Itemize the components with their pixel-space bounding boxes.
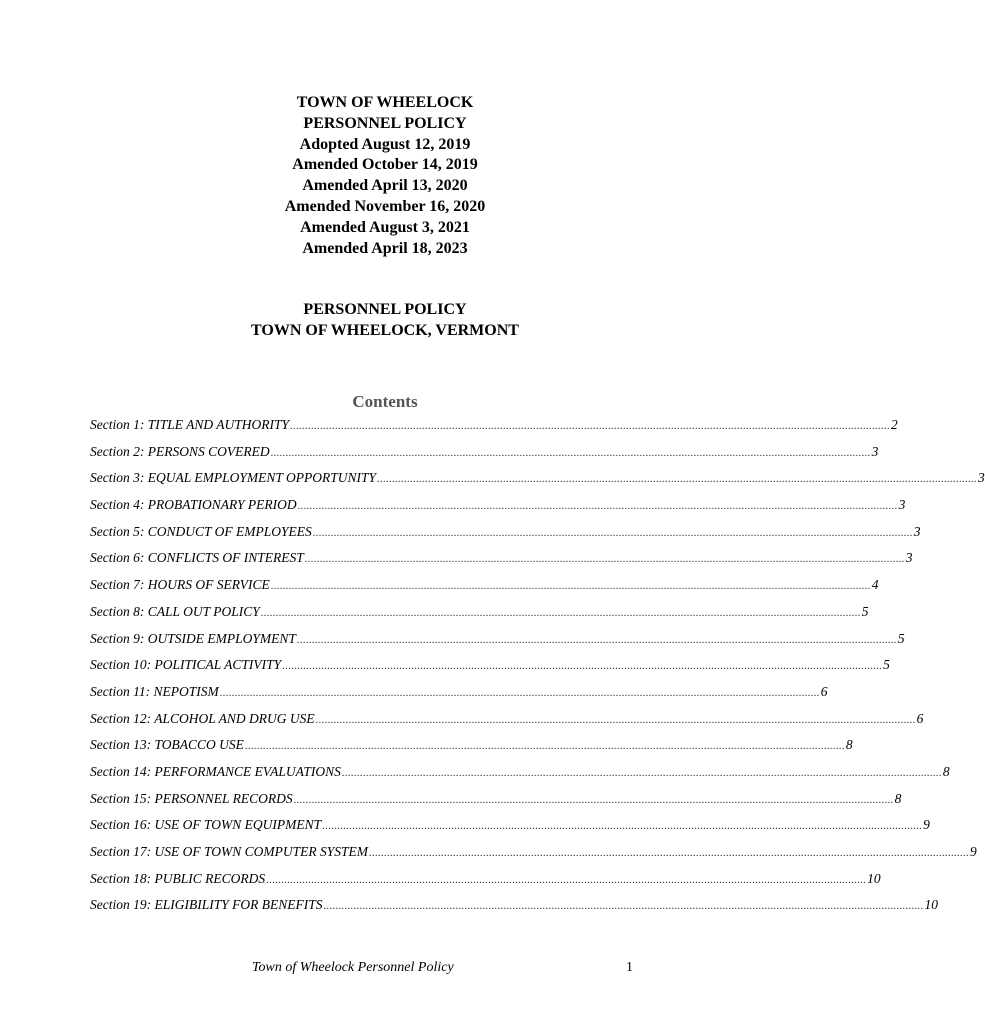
subtitle-line-1: PERSONNEL POLICY <box>303 301 467 318</box>
toc-entry[interactable] <box>90 815 930 842</box>
header-line: Amended October 14, 2019 <box>292 156 478 174</box>
toc-entry-page: 8 <box>894 790 902 806</box>
document-subtitle <box>0 299 770 341</box>
toc-entry-title: Section 12: ALCOHOL AND DRUG USE <box>90 710 315 726</box>
toc-entry-title: Section 6: CONFLICTS OF INTEREST <box>90 550 304 566</box>
toc-entry[interactable] <box>90 442 879 469</box>
toc-entry-title: Section 9: OUTSIDE EMPLOYMENT <box>90 630 296 646</box>
header-line: Amended August 3, 2021 <box>300 218 470 236</box>
toc-leader-dots: ........................................................................................................................................................................................................ <box>293 794 894 806</box>
toc-entry-title: Section 18: PUBLIC RECORDS <box>90 870 266 886</box>
toc-entry[interactable] <box>90 629 905 656</box>
toc-entry-title: Section 4: PROBATIONARY PERIOD <box>90 497 297 513</box>
toc-leader-dots: ........................................................................................................................................................................................................ <box>270 447 871 459</box>
toc-entry-page: 3 <box>978 470 985 486</box>
toc-entry[interactable] <box>90 522 921 549</box>
toc-entry-page: 3 <box>913 523 921 539</box>
toc-entry-title: Section 14: PERFORMANCE EVALUATIONS <box>90 763 341 779</box>
toc-leader-dots: ........................................................................................................................................................................................................ <box>315 714 916 726</box>
toc-entry-page: 5 <box>861 603 869 619</box>
toc-leader-dots: ........................................................................................................................................................................................................ <box>304 554 905 566</box>
toc-entry[interactable] <box>90 495 906 522</box>
toc-leader-dots: ........................................................................................................................................................................................................ <box>297 501 898 513</box>
toc-entry-title: Section 19: ELIGIBILITY FOR BENEFITS <box>90 897 323 913</box>
toc-entry-title: Section 1: TITLE AND AUTHORITY <box>90 417 290 432</box>
toc-entry[interactable] <box>90 468 985 495</box>
toc-leader-dots: ........................................................................................................................................................................................................ <box>260 607 861 619</box>
toc-entry-title: Section 3: EQUAL EMPLOYMENT OPPORTUNITY <box>90 470 377 486</box>
toc-entry[interactable] <box>90 415 898 442</box>
toc-entry-page: 10 <box>924 897 938 913</box>
toc-entry[interactable] <box>90 735 853 762</box>
toc-entry-title: Section 15: PERSONNEL RECORDS <box>90 790 293 806</box>
header-line: Amended November 16, 2020 <box>284 197 486 215</box>
toc-entry[interactable] <box>90 655 890 682</box>
table-of-contents <box>90 415 985 922</box>
header-line: PERSONNEL POLICY <box>303 114 467 132</box>
toc-leader-dots: ........................................................................................................................................................................................................ <box>290 421 891 432</box>
toc-entry-page: 5 <box>883 657 890 673</box>
subtitle-line-2: TOWN OF WHEELOCK, VERMONT <box>251 322 519 339</box>
toc-leader-dots: ........................................................................................................................................................................................................ <box>270 581 871 593</box>
contents-heading: Contents <box>352 392 418 411</box>
toc-entry-page: 10 <box>867 870 881 886</box>
toc-entry[interactable] <box>90 682 828 709</box>
toc-entry[interactable] <box>90 709 924 736</box>
toc-leader-dots: ........................................................................................................................................................................................................ <box>312 527 913 539</box>
toc-entry-page: 3 <box>898 497 906 513</box>
toc-entry-title: Section 17: USE OF TOWN COMPUTER SYSTEM <box>90 844 368 859</box>
toc-entry-title: Section 11: NEPOTISM <box>90 683 219 699</box>
toc-entry-page: 8 <box>942 763 950 779</box>
toc-entry-title: Section 8: CALL OUT POLICY <box>90 603 260 619</box>
toc-entry[interactable] <box>90 575 879 602</box>
toc-entry-title: Section 5: CONDUCT OF EMPLOYEES <box>90 523 312 539</box>
toc-entry-page: 6 <box>916 710 924 726</box>
toc-leader-dots: ........................................................................................................................................................................................................ <box>377 474 978 486</box>
document-header <box>0 93 770 259</box>
toc-entry-page: 4 <box>871 577 879 593</box>
header-line: Amended April 18, 2023 <box>302 239 468 257</box>
toc-entry[interactable] <box>90 842 977 869</box>
toc-leader-dots: ........................................................................................................................................................................................................ <box>266 874 867 886</box>
toc-entry-title: Section 2: PERSONS COVERED <box>90 443 270 459</box>
header-line: Adopted August 12, 2019 <box>299 135 471 153</box>
toc-entry-page: 3 <box>871 443 879 459</box>
toc-leader-dots: ........................................................................................................................................................................................................ <box>219 687 820 699</box>
toc-entry-title: Section 10: POLITICAL ACTIVITY <box>90 657 282 673</box>
toc-leader-dots: ........................................................................................................................................................................................................ <box>369 848 969 859</box>
footer-text: Town of Wheelock Personnel Policy <box>252 960 454 975</box>
toc-entry-page: 9 <box>970 844 977 859</box>
toc-entry-page: 5 <box>897 630 905 646</box>
toc-entry-title: Section 16: USE OF TOWN EQUIPMENT <box>90 817 322 833</box>
toc-entry-page: 2 <box>891 417 898 432</box>
toc-entry-title: Section 13: TOBACCO USE <box>90 737 244 753</box>
toc-entry-page: 3 <box>905 550 913 566</box>
toc-entry[interactable] <box>90 548 913 575</box>
toc-entry-page: 6 <box>820 683 828 699</box>
toc-leader-dots: ........................................................................................................................................................................................................ <box>322 821 923 833</box>
toc-entry[interactable] <box>90 789 902 816</box>
toc-entry[interactable] <box>90 602 869 629</box>
toc-leader-dots: ........................................................................................................................................................................................................ <box>244 741 845 753</box>
toc-leader-dots: ........................................................................................................................................................................................................ <box>282 661 883 673</box>
toc-entry-page: 8 <box>845 737 853 753</box>
footer-page-number: 1 <box>626 960 633 975</box>
toc-entry-title: Section 7: HOURS OF SERVICE <box>90 577 270 593</box>
header-line: TOWN OF WHEELOCK <box>296 94 474 111</box>
header-line: Amended April 13, 2020 <box>302 177 468 195</box>
toc-leader-dots: ........................................................................................................................................................................................................ <box>296 634 897 646</box>
toc-entry-page: 9 <box>923 817 930 833</box>
toc-entry[interactable] <box>90 869 881 896</box>
toc-leader-dots: ........................................................................................................................................................................................................ <box>341 767 942 779</box>
toc-entry[interactable] <box>90 895 938 922</box>
toc-entry[interactable] <box>90 762 950 789</box>
toc-leader-dots: ........................................................................................................................................................................................................ <box>323 901 924 913</box>
